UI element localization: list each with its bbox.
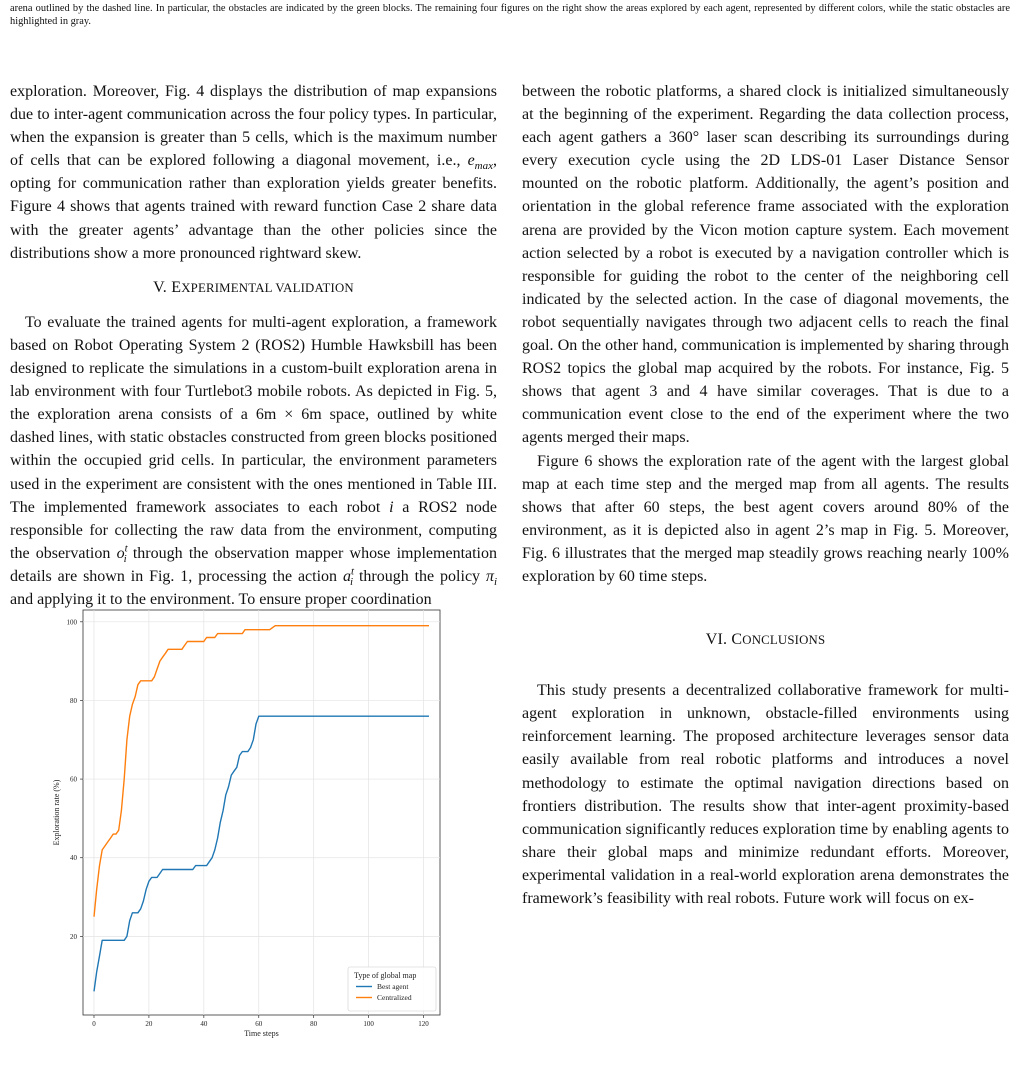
x-tick-label: 0 <box>92 1020 96 1028</box>
x-tick-label: 80 <box>310 1020 318 1028</box>
x-axis-label: Time steps <box>244 1029 279 1038</box>
x-tick-label: 20 <box>145 1020 153 1028</box>
grid-lines <box>83 610 440 1015</box>
paragraph-conclusions: This study presents a decentralized collaborative framework for multi-agent exploration in unknown, obstacle-filled environments using reinforcement learning. The proposed architecture leverages sensor data easily available from real robotic platforms and introduces a novel methodology to estimate the optimal navigation directions based on frontiers distribution. The results show that inter-agent proximity-based communication significantly reduces exploration time by enabling agents to share their global maps and minimize redundant efforts. Moreover, experimental validation in a real-world exploration arena demonstrates the framework’s feasibility with real robots. Future work will focus on ex- <box>522 682 1009 907</box>
paragraph-ros2-framework: To evaluate the trained agents for multi-agent exploration, a framework based on Robot Operating System 2 (ROS2) Humble Hawksbill has been designed to replicate the simulations in a custom-built exploration arena in lab environment with four Turtlebot3 mobile robots. As depicted in Fig. 5, the exploration arena consists of a 6m × 6m space, outlined by white dashed lines, with static obstacles constructed from green blocks positioned within the occupied grid cells. In particular, the environment parameters used in the experiment are consistent with the ones mentioned in Table III. The implemented framework associates to each robot i a ROS2 node responsible for collecting the raw data from the environment, computing the observation $o^t_i$ through the observation mapper whose implementation details are shown in Fig. 1, processing the action $a^t_i$ through the policy $\pi_i$ and applying it to the environment. To ensure proper coordination <box>10 313 498 608</box>
x-axis-ticks <box>92 1015 429 1028</box>
y-axis-ticks <box>67 618 84 941</box>
section-heading-conclusions: VI. CONCLUSIONS <box>705 631 826 649</box>
x-tick-label: 60 <box>255 1020 263 1028</box>
paragraph-data-collection: between the robotic platforms, a shared clock is initialized simultaneously at the beginning of the experiment. Regarding the data collection process, each agent gathers a 360° laser scan describing its surroundings during every execution cycle using the 2D LDS-01 Laser Distance Sensor mounted on the robotic platform. Additionally, the agent’s position and orientation in the global reference frame associated with the exploration arena are provided by the Vicon motion capture system. Each movement action selected by a robot is executed by a navigation controller which is responsible for guiding the robot to the center of the neighboring cell indicated by the selected action. In the case of diagonal movements, the robot sequentially navigates through two adjacent cells to reach the final goal. On the other hand, communication is implemented by sharing through ROS2 topics the global map acquired by the robots. For instance, Fig. 5 shows that agent 3 and 4 have similar coverages. That is due to a communication event close to the end of the experiment where the two agents merged their maps. <box>522 83 1009 447</box>
x-tick-label: 40 <box>200 1020 208 1028</box>
figure-caption-fragment: arena outlined by the dashed line. In particular, the obstacles are indicated by the green blocks. The remaining four figures on the right show the areas explored by each agent, represented by different colors, while the static obstacles are highlighted in gray. <box>10 3 1010 27</box>
right-column <box>522 80 1009 910</box>
y-tick-label: 20 <box>70 932 77 941</box>
chart-legend <box>348 967 436 1011</box>
x-tick-label: 120 <box>418 1020 429 1028</box>
x-tick-label: 100 <box>363 1020 374 1028</box>
legend-label: Best agent <box>377 982 409 991</box>
legend-title: Type of global map <box>354 971 417 980</box>
exploration-rate-chart <box>10 575 497 1092</box>
legend-label: Centralized <box>377 993 412 1002</box>
plot-frame <box>83 610 440 1015</box>
exploration-rate-figure <box>10 575 497 1092</box>
paragraph-exploration-rate: Figure 6 shows the exploration rate of the agent with the largest global map at each time step and the merged map from all agents. The results shows that after 60 steps, the best agent covers around 80% of the environment, as it is depicted also in agent 2’s map in Fig. 5. Moreover, Fig. 6 illustrates that the merged map steadily grows reaching nearly 100% exploration by 60 time steps. <box>522 452 1009 585</box>
series-line-centralized <box>94 626 429 917</box>
y-tick-label: 60 <box>70 775 77 784</box>
paragraph-exploration-results: exploration. Moreover, Fig. 4 displays the distribution of map expansions due to inter-agent communication across the four policy types. In particular, when the expansion is greater than 5 cells, which is the maximum number of cells that can be explored following a diagonal movement, i.e., $e_{max}$, opting for communication rather than exploration yields greater benefits. Figure 4 shows that agents trained with reward function Case 2 share data with the greater agents’ advantage than the other policies since the distributions show a more pronounced rightward skew. <box>10 83 497 262</box>
y-axis-label: Exploration rate (%) <box>52 779 61 846</box>
left-column <box>10 80 497 611</box>
y-tick-label: 80 <box>70 696 77 705</box>
y-tick-label: 100 <box>66 618 77 627</box>
y-tick-label: 40 <box>70 854 77 863</box>
section-heading-experimental-validation: V. EXPERIMENTAL VALIDATION <box>153 278 354 296</box>
series-line-best-agent <box>94 716 429 991</box>
